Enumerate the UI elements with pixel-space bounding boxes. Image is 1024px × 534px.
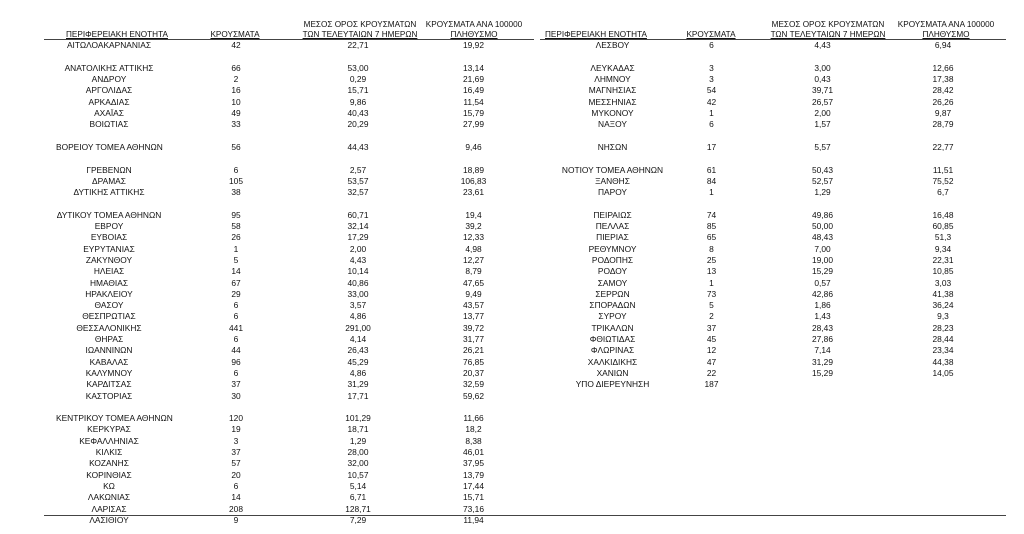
region-name: ΛΑΣΙΘΙΟΥ (89, 514, 129, 525)
avg7-value: 2,00 (814, 108, 831, 118)
per100k-value: 20,37 (463, 367, 484, 378)
region-name: ΓΡΕΒΕΝΩΝ (86, 164, 132, 175)
per100k-value: 43,57 (463, 300, 484, 311)
avg7-value: 32,14 (347, 221, 369, 231)
cases-value: 45 (706, 334, 717, 344)
per100k-value: 15,71 (463, 492, 484, 503)
region-name: ΣΑΜΟΥ (597, 277, 628, 288)
avg7-value: 32,57 (347, 187, 369, 198)
cases-value: 95 (231, 209, 241, 220)
avg7-value: 1,86 (814, 300, 831, 311)
avg7-value: 26,43 (347, 345, 369, 356)
avg7-value: 2,57 (349, 164, 367, 175)
cases-value: 16 (231, 85, 241, 96)
per100k-value: 31,77 (463, 334, 484, 344)
avg7-value: 4,14 (349, 334, 367, 344)
per100k-value: 11,94 (463, 514, 484, 525)
region-name: ΚΟΡΙΝΘΙΑΣ (86, 469, 132, 480)
region-name: ΝΑΞΟΥ (598, 119, 627, 130)
avg7-value: 20,29 (347, 119, 369, 130)
header-avg-right (758, 20, 898, 40)
region-name: ΔΥΤΙΚΟΥ ΤΟΜΕΑ ΑΘΗΝΩΝ (56, 209, 162, 220)
per100k-value: 28,42 (932, 85, 954, 96)
cases-value: 13 (706, 266, 717, 277)
per100k-value: 17,44 (463, 480, 484, 491)
per100k-value: 75,52 (932, 175, 954, 186)
region-name: ΝΟΤΙΟΥ ΤΟΜΕΑ ΑΘΗΝΩΝ (561, 164, 664, 175)
avg7-value: 22,71 (347, 40, 369, 51)
region-name: ΦΘΙΩΤΙΔΑΣ (589, 334, 636, 344)
per100k-value: 4,98 (465, 243, 482, 254)
region-name: ΘΕΣΠΡΩΤΙΑΣ (82, 311, 136, 322)
avg7-value: 42,86 (812, 288, 833, 299)
per100k-value: 9,46 (465, 141, 482, 152)
region-name: ΣΠΟΡΑΔΩΝ (589, 300, 636, 311)
region-name: ΕΒΡΟΥ (94, 221, 124, 231)
cases-value: 10 (231, 96, 241, 107)
per100k-value: 18,2 (465, 424, 482, 435)
per100k-value: 23,34 (932, 345, 954, 356)
per100k-value: 15,79 (463, 108, 484, 118)
region-name: ΛΗΜΝΟΥ (594, 74, 631, 85)
per100k-value: 44,38 (932, 356, 954, 367)
header-per100k-left-line1: ΚΡΟΥΣΜΑΤΑ ΑΝΑ 100000 (425, 20, 523, 29)
cases-value: 84 (706, 175, 717, 186)
per100k-value: 39,2 (465, 221, 482, 231)
avg7-value: 1,29 (814, 187, 831, 198)
avg7-value: 1,29 (349, 435, 367, 446)
region-name: ΜΕΣΣΗΝΙΑΣ (588, 96, 637, 107)
avg7-value: 4,43 (349, 254, 367, 265)
avg7-value: 7,29 (349, 514, 367, 525)
per100k-value: 73,16 (463, 503, 484, 514)
region-name: ΗΛΕΙΑΣ (93, 266, 125, 277)
cases-value: 2 (709, 311, 714, 322)
avg7-value: 60,71 (347, 209, 369, 220)
avg7-value: 52,57 (812, 175, 833, 186)
per100k-value: 9,87 (934, 108, 952, 118)
per100k-value: 12,27 (463, 254, 484, 265)
cases-value: 58 (231, 221, 241, 231)
per100k-value: 59,62 (463, 390, 484, 401)
region-name: ΠΑΡΟΥ (597, 187, 628, 198)
avg7-value: 45,29 (347, 356, 369, 367)
region-name: ΛΕΥΚΑΔΑΣ (590, 62, 635, 73)
region-name: ΚΑΛΥΜΝΟΥ (85, 367, 133, 378)
per100k-value: 10,85 (932, 266, 954, 277)
region-name: ΒΟΡΕΙΟΥ ΤΟΜΕΑ ΑΘΗΝΩΝ (56, 141, 163, 152)
region-name: ΜΑΓΝΗΣΙΑΣ (588, 85, 637, 96)
region-name: ΑΧΑΪΑΣ (94, 108, 124, 118)
region-name: ΛΕΣΒΟΥ (595, 40, 630, 51)
region-name: ΛΑΡΙΣΑΣ (91, 503, 127, 514)
avg7-value: 17,29 (347, 232, 369, 243)
region-name: ΣΥΡΟΥ (598, 311, 627, 322)
per100k-value: 47,65 (463, 277, 484, 288)
avg7-value: 18,71 (347, 424, 369, 435)
cases-value: 29 (231, 288, 241, 299)
header-per100k-right-line2: ΠΛΗΘΥΣΜΟ (922, 30, 970, 39)
avg7-value: 50,43 (812, 164, 833, 175)
per100k-value: 11,51 (932, 164, 954, 175)
header-avg-right-line2: ΤΩΝ ΤΕΛΕΥΤΑΙΩΝ 7 ΗΜΕΡΩΝ (770, 30, 886, 39)
avg7-value: 28,43 (812, 322, 833, 333)
per100k-value: 37,95 (463, 458, 484, 469)
avg7-value: 15,29 (812, 266, 833, 277)
per100k-value: 19,92 (463, 40, 484, 51)
per100k-value: 11,66 (463, 413, 484, 424)
region-name: ΚΟΖΑΝΗΣ (89, 458, 129, 469)
per100k-value: 11,54 (463, 96, 484, 107)
cases-value: 6 (233, 311, 239, 322)
cases-value: 14 (231, 266, 241, 277)
cases-value: 30 (231, 390, 241, 401)
header-per100k-right (886, 20, 1006, 40)
region-name: ΘΗΡΑΣ (94, 334, 124, 344)
cases-value: 26 (231, 232, 241, 243)
per100k-value: 19,4 (465, 209, 482, 220)
region-name: ΚΙΛΚΙΣ (95, 447, 123, 457)
avg7-value: 32,00 (347, 458, 369, 469)
per100k-value: 39,72 (463, 322, 484, 333)
per100k-value: 21,69 (463, 74, 484, 85)
per100k-value: 26,26 (932, 96, 954, 107)
per100k-value: 16,49 (463, 85, 484, 96)
cases-value: 3 (233, 435, 239, 446)
per100k-value: 28,44 (932, 334, 954, 344)
cases-value: 6 (233, 300, 239, 311)
per100k-value: 32,59 (463, 379, 484, 390)
avg7-value: 28,00 (347, 447, 369, 457)
region-name: ΧΑΛΚΙΔΙΚΗΣ (587, 356, 638, 367)
avg7-value: 40,43 (347, 108, 369, 118)
region-name: ΞΑΝΘΗΣ (595, 175, 630, 186)
avg7-value: 10,57 (347, 469, 369, 480)
cases-value: 441 (229, 322, 243, 333)
per100k-value: 8,38 (465, 435, 482, 446)
per100k-value: 8,79 (465, 266, 482, 277)
header-avg-right-line1: ΜΕΣΟΣ ΟΡΟΣ ΚΡΟΥΣΜΑΤΩΝ (771, 20, 885, 29)
region-name: ΚΕΡΚΥΡΑΣ (87, 424, 131, 435)
region-name: ΑΙΤΩΛΟΑΚΑΡΝΑΝΙΑΣ (66, 40, 152, 51)
per100k-value: 6,94 (934, 40, 952, 51)
avg7-value: 101,29 (345, 413, 371, 424)
avg7-value: 0,43 (814, 74, 831, 85)
header-cases-right: ΚΡΟΥΣΜΑΤΑ (686, 30, 736, 39)
avg7-value: 7,14 (814, 345, 831, 356)
cases-value: 9 (233, 514, 239, 525)
per100k-value: 14,05 (932, 367, 954, 378)
avg7-value: 49,86 (812, 209, 833, 220)
region-name: ΠΕΙΡΑΙΩΣ (593, 209, 632, 220)
avg7-value: 19,00 (812, 254, 833, 265)
cases-value: 1 (233, 243, 239, 254)
cases-value: 56 (231, 141, 241, 152)
cases-value: 5 (233, 254, 239, 265)
per100k-value: 9,3 (937, 311, 949, 322)
avg7-value: 44,43 (347, 141, 369, 152)
per100k-value: 28,79 (932, 119, 954, 130)
region-name: ΑΡΚΑΔΙΑΣ (88, 96, 130, 107)
region-name: ΛΑΚΩΝΙΑΣ (87, 492, 131, 503)
region-name: ΑΝΔΡΟΥ (91, 74, 127, 85)
cases-value: 44 (231, 345, 241, 356)
cases-value: 73 (706, 288, 717, 299)
per100k-value: 12,33 (463, 232, 484, 243)
header-region-right: ΠΕΡΙΦΕΡΕΙΑΚΗ ΕΝΟΤΗΤΑ (545, 30, 647, 39)
region-name: ΡΟΔΟΠΗΣ (591, 254, 634, 265)
cases-value: 105 (229, 175, 243, 186)
cases-value: 1 (709, 187, 714, 198)
per100k-value: 17,38 (932, 74, 954, 85)
avg7-value: 4,86 (349, 311, 367, 322)
region-name: ΣΕΡΡΩΝ (595, 288, 630, 299)
per100k-value: 36,24 (932, 300, 954, 311)
avg7-value: 15,29 (812, 367, 833, 378)
cases-value: 66 (231, 62, 241, 73)
per100k-value: 16,48 (932, 209, 954, 220)
avg7-value: 5,14 (349, 480, 367, 491)
avg7-value: 1,57 (814, 119, 831, 130)
cases-value: 120 (229, 413, 243, 424)
avg7-value: 291,00 (345, 322, 371, 333)
region-name: ΘΕΣΣΑΛΟΝΙΚΗΣ (76, 322, 142, 333)
region-name: ΚΑΒΑΛΑΣ (89, 356, 129, 367)
cases-value: 6 (233, 480, 239, 491)
cases-value: 96 (231, 356, 241, 367)
region-name: ΥΠΟ ΔΙΕΡΕΥΝΗΣΗ (575, 379, 650, 390)
cases-value: 42 (706, 96, 717, 107)
avg7-value: 50,00 (812, 221, 833, 231)
cases-value: 14 (231, 492, 241, 503)
header-cases-left: ΚΡΟΥΣΜΑΤΑ (210, 30, 260, 39)
cases-value: 6 (709, 119, 714, 130)
region-name: ΧΑΝΙΩΝ (596, 367, 629, 378)
per100k-value: 26,21 (463, 345, 484, 356)
per100k-value: 27,99 (463, 119, 484, 130)
per100k-value: 60,85 (932, 221, 954, 231)
cases-value: 47 (706, 356, 717, 367)
avg7-value: 33,00 (347, 288, 369, 299)
cases-value: 74 (706, 209, 717, 220)
per100k-value: 13,77 (463, 311, 484, 322)
per100k-value: 46,01 (463, 447, 484, 457)
avg7-value: 6,71 (349, 492, 367, 503)
per100k-value: 41,38 (932, 288, 954, 299)
cases-value: 54 (706, 85, 717, 96)
per100k-value: 6,7 (937, 187, 949, 198)
cases-value: 42 (231, 40, 241, 51)
cases-value: 1 (709, 277, 714, 288)
cases-value: 49 (231, 108, 241, 118)
per100k-value: 18,89 (463, 164, 484, 175)
region-name: ΕΥΡΥΤΑΝΙΑΣ (83, 243, 135, 254)
cases-value: 8 (709, 243, 714, 254)
avg7-value: 128,71 (345, 503, 371, 514)
region-name: ΑΡΓΟΛΙΔΑΣ (85, 85, 133, 96)
cases-value: 6 (709, 40, 714, 51)
region-name: ΦΛΩΡΙΝΑΣ (590, 345, 635, 356)
region-name: ΡΕΘΥΜΝΟΥ (588, 243, 637, 254)
cases-value: 6 (233, 367, 239, 378)
per100k-value: 23,61 (463, 187, 484, 198)
per100k-value: 106,83 (460, 175, 487, 186)
cases-value: 37 (231, 379, 241, 390)
region-name: ΚΑΣΤΟΡΙΑΣ (85, 390, 133, 401)
avg7-value: 3,00 (814, 62, 831, 73)
cases-value: 6 (233, 334, 239, 344)
avg7-value: 7,00 (814, 243, 831, 254)
per100k-value: 12,66 (932, 62, 954, 73)
region-name: ΕΥΒΟΙΑΣ (90, 232, 128, 243)
region-name: ΚΑΡΔΙΤΣΑΣ (86, 379, 132, 390)
region-name: ΗΡΑΚΛΕΙΟΥ (85, 288, 133, 299)
avg7-value: 31,29 (347, 379, 369, 390)
cases-value: 85 (706, 221, 717, 231)
cases-value: 208 (229, 503, 243, 514)
avg7-value: 4,43 (814, 40, 831, 51)
avg7-value: 2,00 (349, 243, 367, 254)
avg7-value: 53,57 (347, 175, 369, 186)
cases-value: 38 (231, 187, 241, 198)
cases-value: 17 (706, 141, 717, 152)
avg7-value: 9,86 (349, 96, 367, 107)
avg7-value: 48,43 (812, 232, 833, 243)
avg7-value: 1,43 (814, 311, 831, 322)
cases-value: 1 (709, 108, 714, 118)
header-avg-left-line1: ΜΕΣΟΣ ΟΡΟΣ ΚΡΟΥΣΜΑΤΩΝ (303, 20, 417, 29)
cases-value: 5 (709, 300, 714, 311)
region-name: ΒΟΙΩΤΙΑΣ (89, 119, 129, 130)
region-name: ΤΡΙΚΑΛΩΝ (591, 322, 634, 333)
avg7-value: 27,86 (812, 334, 833, 344)
avg7-value: 4,86 (349, 367, 367, 378)
avg7-value: 40,86 (347, 277, 369, 288)
cases-value: 20 (231, 469, 241, 480)
region-name: ΔΡΑΜΑΣ (92, 175, 126, 186)
per100k-value: 13,79 (463, 469, 484, 480)
per100k-value: 51,3 (934, 232, 952, 243)
avg7-value: 31,29 (812, 356, 833, 367)
avg7-value: 0,29 (349, 74, 367, 85)
per100k-value: 3,03 (934, 277, 952, 288)
cases-value: 67 (231, 277, 241, 288)
cases-value: 33 (231, 119, 241, 130)
region-name: ΑΝΑΤΟΛΙΚΗΣ ΑΤΤΙΚΗΣ (64, 62, 154, 73)
region-name: ΘΑΣΟΥ (94, 300, 124, 311)
cases-value: 3 (709, 74, 714, 85)
region-name: ΚΩ (103, 480, 115, 491)
cases-value: 6 (233, 164, 239, 175)
per100k-value: 9,49 (465, 288, 482, 299)
avg7-value: 39,71 (812, 85, 833, 96)
cases-value: 187 (704, 379, 719, 390)
avg7-value: 26,57 (812, 96, 833, 107)
per100k-value: 9,34 (934, 243, 952, 254)
header-per100k-left-line2: ΠΛΗΘΥΣΜΟ (450, 30, 498, 39)
region-name: ΠΙΕΡΙΑΣ (596, 232, 629, 243)
region-name: ΚΕΝΤΡΙΚΟΥ ΤΟΜΕΑ ΑΘΗΝΩΝ (56, 413, 173, 424)
per100k-value: 13,14 (463, 62, 484, 73)
avg7-value: 0,57 (814, 277, 831, 288)
region-name: ΝΗΣΩΝ (597, 141, 628, 152)
cases-value: 25 (706, 254, 717, 265)
avg7-value: 15,71 (347, 85, 369, 96)
header-per100k-right-line1: ΚΡΟΥΣΜΑΤΑ ΑΝΑ 100000 (897, 20, 995, 29)
region-name: ΗΜΑΘΙΑΣ (89, 277, 129, 288)
header-avg-left (290, 20, 430, 40)
cases-value: 2 (233, 74, 239, 85)
per100k-value: 76,85 (463, 356, 484, 367)
header-avg-left-line2: ΤΩΝ ΤΕΛΕΥΤΑΙΩΝ 7 ΗΜΕΡΩΝ (302, 30, 418, 39)
per100k-value: 28,23 (932, 322, 954, 333)
region-name: ΠΕΛΛΑΣ (595, 221, 630, 231)
cases-value: 37 (231, 447, 241, 457)
avg7-value: 3,57 (349, 300, 367, 311)
header-region-left: ΠΕΡΙΦΕΡΕΙΑΚΗ ΕΝΟΤΗΤΑ (66, 30, 168, 39)
cases-value: 22 (706, 367, 717, 378)
avg7-value: 10,14 (347, 266, 369, 277)
region-name: ΙΩΑΝΝΙΝΩΝ (85, 345, 133, 356)
region-name: ΜΥΚΟΝΟΥ (591, 108, 634, 118)
avg7-value: 5,57 (814, 141, 831, 152)
cases-value: 19 (231, 424, 241, 435)
avg7-value: 53,00 (347, 62, 369, 73)
region-name: ΖΑΚΥΝΘΟΥ (85, 254, 133, 265)
per100k-value: 22,77 (932, 141, 954, 152)
region-name: ΡΟΔΟΥ (597, 266, 628, 277)
cases-value: 61 (706, 164, 717, 175)
header-per100k-left (414, 20, 534, 40)
cases-value: 37 (706, 322, 717, 333)
cases-value: 65 (706, 232, 717, 243)
per100k-value: 22,31 (932, 254, 954, 265)
avg7-value: 17,71 (347, 390, 369, 401)
cases-value: 57 (231, 458, 241, 469)
cases-value: 12 (706, 345, 717, 356)
region-name: ΚΕΦΑΛΛΗΝΙΑΣ (79, 435, 139, 446)
region-name: ΔΥΤΙΚΗΣ ΑΤΤΙΚΗΣ (73, 187, 145, 198)
cases-value: 3 (709, 62, 714, 73)
